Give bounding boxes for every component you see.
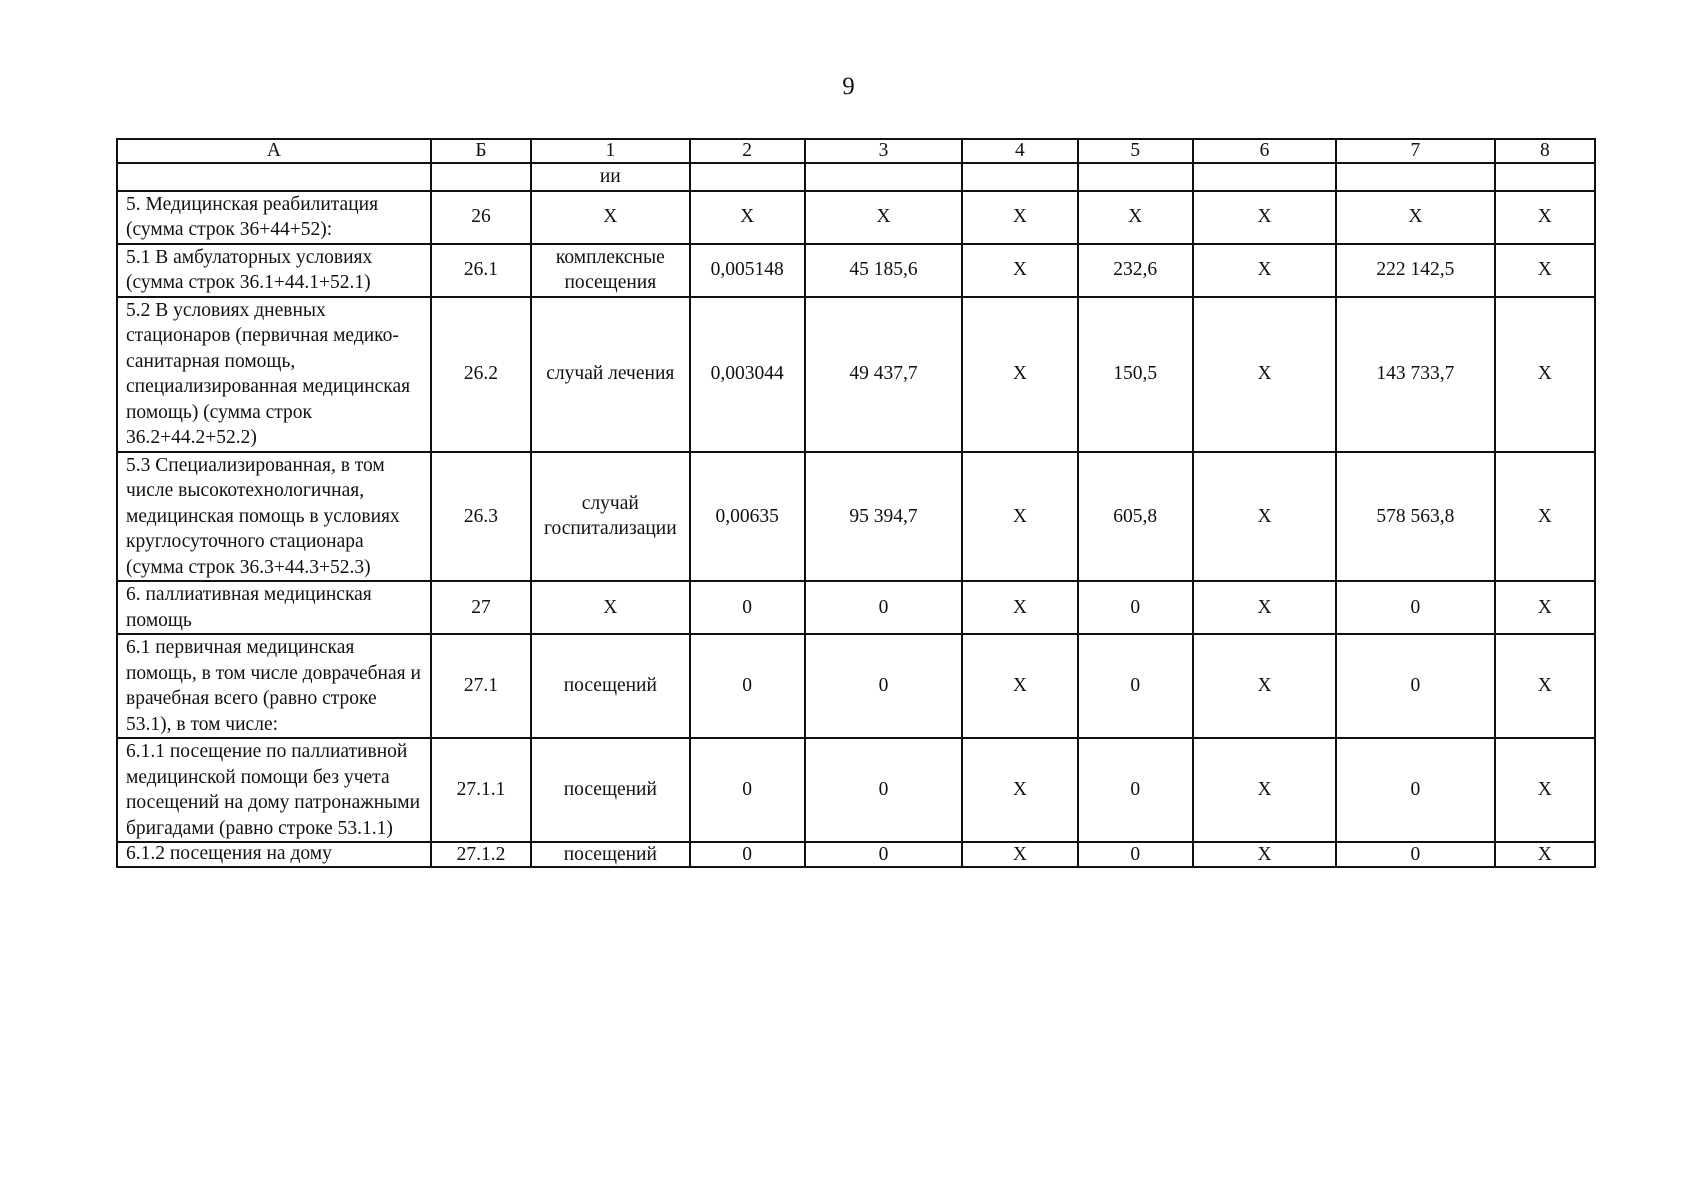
cell-value: X	[962, 452, 1077, 582]
cell-name: 5. Медицинская реабилитация (сумма строк 36+44+52):	[117, 191, 431, 244]
cell-value: 95 394,7	[805, 452, 962, 582]
cell-value: 0	[1336, 842, 1494, 867]
column-header: 3	[805, 139, 962, 163]
cell-value: X	[805, 191, 962, 244]
cell-unit: случай лечения	[531, 297, 689, 452]
cell-value: X	[1495, 244, 1595, 297]
cell-value: 0	[1078, 842, 1193, 867]
cell-value: 0,00635	[690, 452, 805, 582]
table-row	[117, 581, 1595, 634]
header-row	[117, 139, 1595, 163]
cell-value: X	[1495, 452, 1595, 582]
cell-unit: посещений	[531, 738, 689, 842]
cell-value: 0	[690, 581, 805, 634]
table-row	[117, 842, 1595, 867]
cell-value: X	[1193, 581, 1336, 634]
cell-code: 27.1.2	[431, 842, 531, 867]
column-header: А	[117, 139, 431, 163]
cell-value	[1078, 163, 1193, 191]
cell-value: 0,003044	[690, 297, 805, 452]
cell-value: X	[690, 191, 805, 244]
column-header: 6	[1193, 139, 1336, 163]
cell-value: X	[1495, 738, 1595, 842]
data-table	[116, 138, 1596, 868]
cell-name: 6.1 первичная медицинская помощь, в том числе доврачебная и врачебная всего (равно строке 53.1), в том числе:	[117, 634, 431, 738]
cell-value: 0	[690, 842, 805, 867]
cell-value: X	[1495, 842, 1595, 867]
cell-value: 0	[1078, 634, 1193, 738]
table-row	[117, 634, 1595, 738]
cell-value: X	[1495, 634, 1595, 738]
cell-value: 0	[690, 738, 805, 842]
cell-value: X	[1078, 191, 1193, 244]
cell-name	[117, 163, 431, 191]
cell-unit: случай госпитализации	[531, 452, 689, 582]
cell-value: 0,005148	[690, 244, 805, 297]
cell-value: X	[962, 634, 1077, 738]
table-row	[117, 163, 1595, 191]
cell-value: 0	[690, 634, 805, 738]
cell-name: 5.1 В амбулаторных условиях (сумма строк 36.1+44.1+52.1)	[117, 244, 431, 297]
cell-value: X	[962, 738, 1077, 842]
cell-value: 0	[1336, 581, 1494, 634]
column-header: Б	[431, 139, 531, 163]
page-number: 9	[842, 73, 855, 100]
column-header: 7	[1336, 139, 1494, 163]
cell-value: 0	[1078, 738, 1193, 842]
cell-name: 5.3 Специализированная, в том числе высокотехнологичная, медицинская помощь в условиях круглосуточного стационара (сумма строк 36.3+44.3+52.3)	[117, 452, 431, 582]
cell-code: 26.3	[431, 452, 531, 582]
cell-name: 6. паллиативная медицинская помощь	[117, 581, 431, 634]
cell-unit: X	[531, 581, 689, 634]
cell-value: X	[1336, 191, 1494, 244]
cell-value: X	[1193, 191, 1336, 244]
cell-value: 0	[1336, 634, 1494, 738]
cell-code	[431, 163, 531, 191]
cell-value: X	[962, 581, 1077, 634]
cell-value	[805, 163, 962, 191]
cell-name: 6.1.2 посещения на дому	[117, 842, 431, 867]
cell-value: 0	[805, 581, 962, 634]
cell-value: X	[1495, 191, 1595, 244]
cell-unit: посещений	[531, 634, 689, 738]
cell-name: 6.1.1 посещение по паллиативной медицинской помощи без учета посещений на дому патронажными бригадами (равно строке 53.1.1)	[117, 738, 431, 842]
cell-value	[1495, 163, 1595, 191]
cell-code: 26.2	[431, 297, 531, 452]
cell-unit: ии	[531, 163, 689, 191]
column-header: 2	[690, 139, 805, 163]
cell-value: X	[962, 842, 1077, 867]
cell-value: X	[1193, 297, 1336, 452]
table-row	[117, 244, 1595, 297]
cell-value: X	[1193, 244, 1336, 297]
cell-unit: комплексные посещения	[531, 244, 689, 297]
cell-value	[1193, 163, 1336, 191]
cell-value	[1336, 163, 1494, 191]
cell-value: 0	[805, 738, 962, 842]
cell-value: 605,8	[1078, 452, 1193, 582]
cell-unit: X	[531, 191, 689, 244]
cell-value: X	[962, 297, 1077, 452]
cell-value: 45 185,6	[805, 244, 962, 297]
cell-value: 222 142,5	[1336, 244, 1494, 297]
cell-value: 0	[1078, 581, 1193, 634]
cell-value	[962, 163, 1077, 191]
cell-code: 27.1.1	[431, 738, 531, 842]
cell-code: 27.1	[431, 634, 531, 738]
cell-value: X	[1193, 634, 1336, 738]
cell-value: X	[1193, 452, 1336, 582]
cell-name: 5.2 В условиях дневных стационаров (первичная медико-санитарная помощь, специализированная медицинская помощь) (сумма строк 36.2+44.2+52.2)	[117, 297, 431, 452]
cell-code: 27	[431, 581, 531, 634]
column-header: 5	[1078, 139, 1193, 163]
table-row	[117, 452, 1595, 582]
cell-value: 232,6	[1078, 244, 1193, 297]
table-row	[117, 738, 1595, 842]
cell-code: 26	[431, 191, 531, 244]
cell-value: X	[1495, 297, 1595, 452]
cell-code: 26.1	[431, 244, 531, 297]
cell-value: 0	[805, 634, 962, 738]
table-row	[117, 297, 1595, 452]
table-row	[117, 191, 1595, 244]
cell-value	[690, 163, 805, 191]
cell-value: 0	[1336, 738, 1494, 842]
column-header: 1	[531, 139, 689, 163]
column-header: 8	[1495, 139, 1595, 163]
cell-value: X	[962, 191, 1077, 244]
column-header: 4	[962, 139, 1077, 163]
cell-value: 150,5	[1078, 297, 1193, 452]
cell-value: 49 437,7	[805, 297, 962, 452]
cell-value: 143 733,7	[1336, 297, 1494, 452]
cell-value: X	[1193, 738, 1336, 842]
cell-value: X	[1495, 581, 1595, 634]
cell-value: X	[1193, 842, 1336, 867]
cell-value: 0	[805, 842, 962, 867]
cell-value: 578 563,8	[1336, 452, 1494, 582]
cell-unit: посещений	[531, 842, 689, 867]
cell-value: X	[962, 244, 1077, 297]
